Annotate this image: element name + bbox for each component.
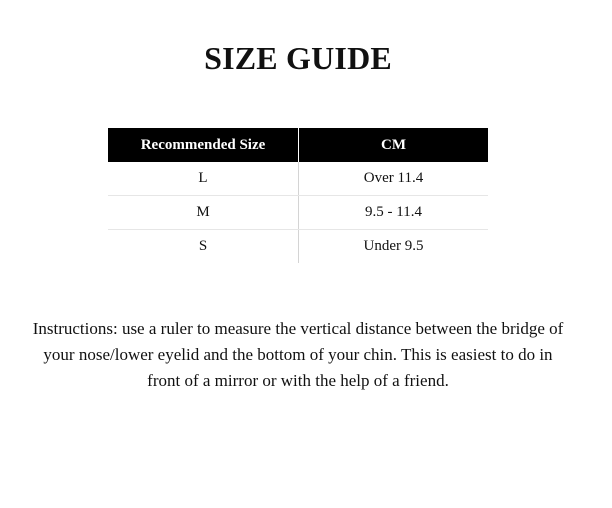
table-body <box>108 162 488 263</box>
page-title: SIZE GUIDE <box>204 40 392 76</box>
table-header <box>108 128 488 162</box>
size-cell: M <box>108 196 299 230</box>
cm-cell: Over 11.4 <box>299 162 489 196</box>
header-recommended-size: Recommended Size <box>108 128 299 162</box>
size-cell: L <box>108 162 299 196</box>
table-row <box>108 230 488 264</box>
size-cell: S <box>108 230 299 264</box>
table-row <box>108 162 488 196</box>
table-row <box>108 196 488 230</box>
instructions-text: Instructions: use a ruler to measure the vertical distance between the bridge of your nose/lower eyelid and the bottom of your chin. This is easiest to do in front of a mirror or with the help of a friend. <box>32 319 564 390</box>
table-header-row <box>108 128 488 162</box>
header-cm: CM <box>299 128 489 162</box>
cm-cell: 9.5 - 11.4 <box>299 196 489 230</box>
size-guide-table <box>108 128 488 263</box>
cm-cell: Under 9.5 <box>363 238 424 254</box>
